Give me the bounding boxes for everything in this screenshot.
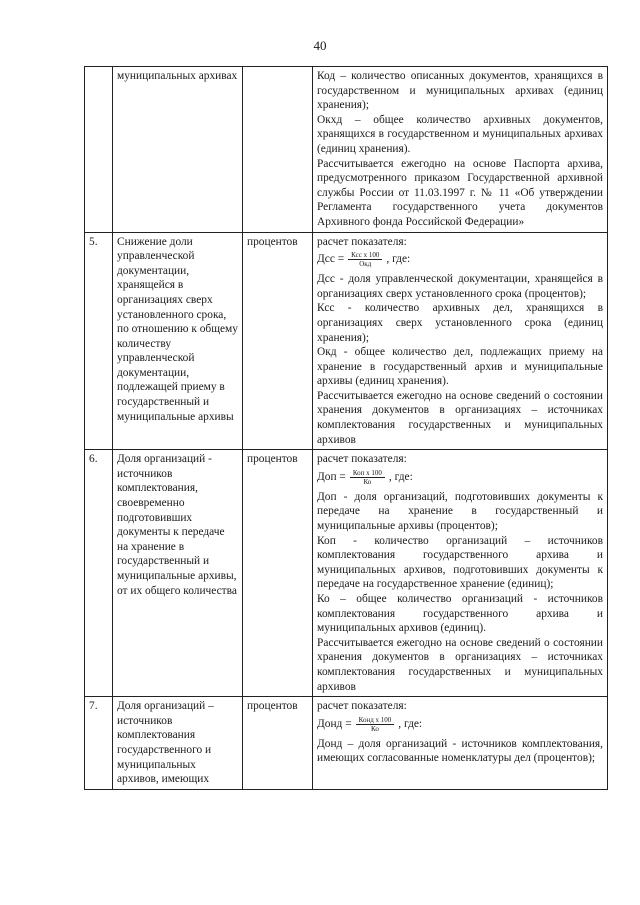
formula-denominator: Окд [359,260,372,269]
indicator-name: Снижение доли управленческой документации, хранящейся в организациях сверх установленного срока, по отношению к общему количеству управленческой документации, подлежащей приему в государственный и муниципальные архивы [113,232,243,450]
formula-fraction [348,251,382,268]
description-paragraph: Рассчитывается ежегодно на основе Паспорта архива, предусмотренного приказом Государственной архивной службы России от 11.03.1997 г. № 11 «Об утверждении Регламента государственного учета документов Архивного фонда Российской Федерации» [317,157,603,228]
description-paragraph: Окхд – общее количество архивных документов, хранящихся в государственном и муниципальных архивах (единиц хранения). [317,113,603,155]
indicator-unit: процентов [243,232,313,450]
indicator-unit: процентов [243,697,313,790]
page-number: 40 [313,38,327,53]
indicator-description [313,450,608,697]
table-row [85,67,608,233]
indicators-table [84,66,608,790]
description-paragraph: Доп - доля организаций, подготовивших документы к передаче на хранение в государственный и муниципальные архивы (процентов); [317,490,603,533]
indicator-unit: процентов [243,450,313,697]
formula-fraction [356,716,395,733]
description-paragraph: Коп - количество организаций – источников комплектования государственного архива и муниципальных архивов, подготовивших документы к передаче на государственное хранение (единиц); [317,534,603,591]
indicator-name: Доля организаций – источников комплектования государственного и муниципальных архивов, имеющих [113,697,243,790]
formula-denominator: Ко [371,724,379,733]
indicator-name: Доля организаций - источников комплектования, своевременно подготовивших документы к передаче на хранение в государственный и муниципальные архивы, от их общего количества [113,450,243,697]
row-number: 7. [85,697,113,790]
description-paragraph: Рассчитывается ежегодно на основе сведений о состоянии хранения документов в организациях – источниках комплектования государственных и муниципальных архивов [317,636,603,693]
formula-numerator: Конд x 100 [356,716,395,725]
formula-where: , где: [386,253,411,266]
calculation-heading: расчет показателя: [317,453,407,466]
formula-where: , где: [388,471,413,484]
formula-denominator: Ко [363,477,372,486]
indicator-unit [243,67,313,233]
row-number [85,67,113,233]
formula-numerator: Ксс x 100 [348,251,382,260]
description-paragraph: Дсс - доля управленческой документации, хранящейся в организациях сверх установленного срока (процентов); [317,273,603,300]
indicator-description [313,232,608,450]
description-paragraph: Рассчитывается ежегодно на основе сведений о состоянии хранения документов в организациях – источниках комплектования государственных и муниципальных архивов [317,389,603,446]
description-paragraph: Донд – доля организаций - источников комплектования, имеющих согласованные номенклатуры дел (процентов); [317,737,603,765]
row-number: 5. [85,232,113,450]
formula-left: Дсс = [317,253,345,266]
indicator-description [313,697,608,790]
formula-where: , где: [398,717,423,730]
table-row [85,450,608,697]
table-row [85,232,608,450]
formula [317,251,603,268]
description-paragraph: Код – количество описанных документов, хранящихся в государственном и муниципальных архивах (единиц хранения); [317,70,603,112]
row-number: 6. [85,450,113,697]
formula [317,469,603,486]
indicator-description [313,67,608,233]
formula-fraction [350,469,385,486]
description-paragraph: Окд - общее количество дел, подлежащих приему на хранение в государственный архив и муниципальные архивы (единиц хранения). [317,346,603,388]
description-paragraph: Ксс - количество архивных дел, хранящихся в организациях сверх установленного срока (единиц хранения); [317,302,603,344]
formula-left: Донд = [317,717,352,730]
formula-left: Доп = [317,471,346,484]
indicator-name: муниципальных архивах [113,67,243,233]
formula [317,716,603,733]
formula-numerator: Коп x 100 [350,469,385,478]
description-paragraph: Ко – общее количество организаций - источников комплектования государственного архива и муниципальных архивов (единиц). [317,593,603,635]
calculation-heading: расчет показателя: [317,235,407,248]
table-row [85,697,608,790]
calculation-heading: расчет показателя: [317,700,407,713]
